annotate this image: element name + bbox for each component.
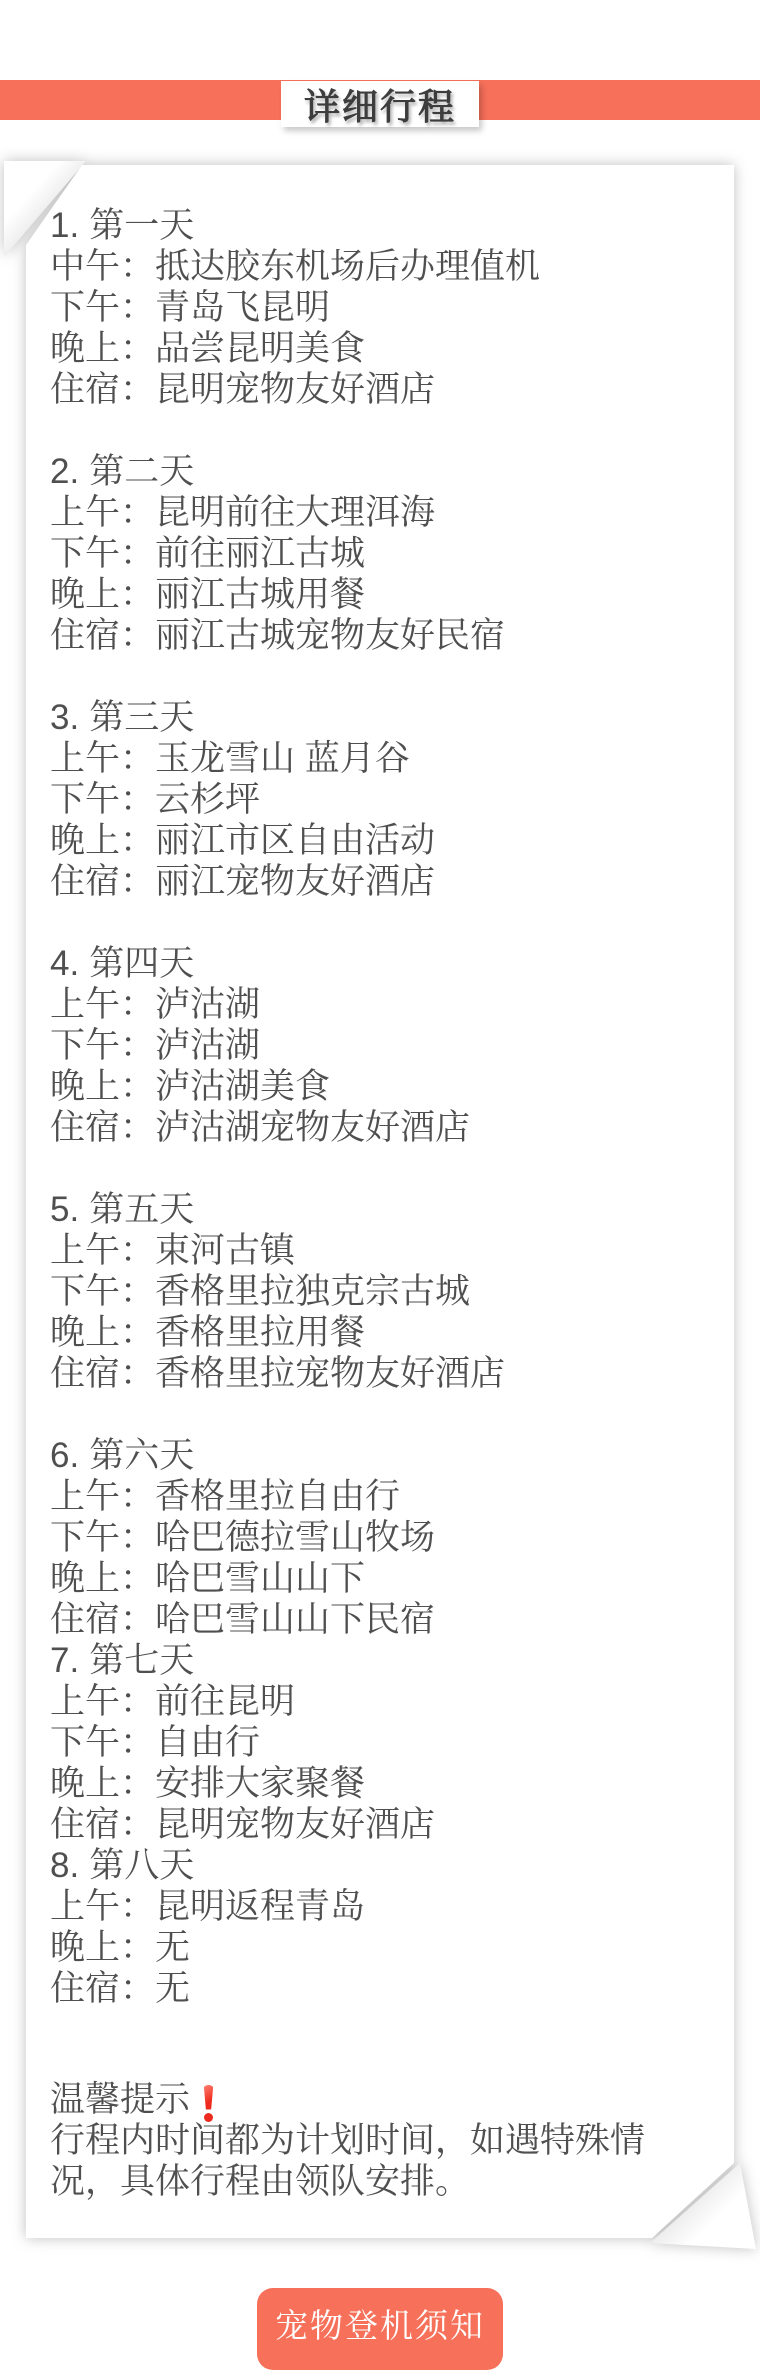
row-colon: ：: [120, 534, 156, 573]
row-label: 住宿: [50, 1108, 121, 1147]
row-value: 哈巴雪山山下民宿: [155, 1600, 436, 1639]
exclamation-bar: [203, 2085, 214, 2110]
row-value: 泸沽湖: [155, 985, 261, 1024]
row-colon: ：: [120, 780, 156, 819]
row-label: 上午: [50, 985, 121, 1024]
day-number: 2.: [50, 452, 80, 491]
day-row: [50, 1107, 710, 1148]
day-row: [50, 1927, 710, 1968]
day-title: 8. 第八天: [50, 1846, 195, 1885]
row-label: 晚上: [50, 821, 121, 860]
day-row: [50, 369, 710, 410]
row-colon: ：: [120, 1518, 156, 1557]
row-label: 晚上: [50, 1559, 121, 1598]
row-colon: ：: [120, 1928, 156, 1967]
row-label: 住宿: [50, 1600, 121, 1639]
day-number: 1.: [50, 206, 80, 245]
row-value: 香格里拉独克宗古城: [155, 1272, 471, 1311]
row-value: 丽江古城宠物友好民宿: [155, 616, 506, 655]
row-label: 下午: [50, 1026, 121, 1065]
red-exclamation-icon: [202, 2085, 215, 2123]
row-colon: ：: [120, 985, 156, 1024]
day-block: [50, 1640, 710, 1845]
row-label: 住宿: [50, 370, 121, 409]
day-row: [50, 1968, 710, 2009]
day-row: [50, 1025, 710, 1066]
day-row: [50, 1517, 710, 1558]
row-label: 上午: [50, 1887, 121, 1926]
row-colon: ：: [120, 1067, 156, 1106]
row-colon: ：: [120, 1313, 156, 1352]
day-row: [50, 1763, 710, 1804]
day-row: [50, 820, 710, 861]
day-row: [50, 574, 710, 615]
day-row: [50, 1476, 710, 1517]
row-value: 安排大家聚餐: [155, 1764, 366, 1803]
row-colon: ：: [120, 1272, 156, 1311]
row-colon: ：: [120, 1559, 156, 1598]
row-colon: ：: [120, 739, 156, 778]
day-row: [50, 1681, 710, 1722]
header-band: [0, 80, 760, 127]
page-title: 详细行程: [303, 85, 456, 127]
row-label: 住宿: [50, 616, 121, 655]
row-label: 晚上: [50, 329, 121, 368]
day-row: [50, 984, 710, 1025]
row-colon: ：: [120, 1887, 156, 1926]
row-label: 下午: [50, 1723, 121, 1762]
row-label: 下午: [50, 288, 121, 327]
row-colon: ：: [120, 1682, 156, 1721]
row-value: 束河古镇: [155, 1231, 296, 1270]
itinerary-content: [50, 205, 710, 2202]
day-block: [50, 697, 710, 902]
row-value: 抵达胶东机场后办理值机: [155, 247, 541, 286]
day-row: [50, 328, 710, 369]
row-colon: ：: [120, 247, 156, 286]
row-value: 昆明返程青岛: [155, 1887, 366, 1926]
exclamation-dot: [204, 2113, 213, 2122]
row-label: 晚上: [50, 1313, 121, 1352]
row-colon: ：: [120, 1026, 156, 1065]
row-value: 泸沽湖美食: [155, 1067, 331, 1106]
day-row: [50, 1066, 710, 1107]
day-number: 6.: [50, 1436, 80, 1475]
tips-title-row: [50, 2079, 710, 2120]
row-colon: ：: [120, 1108, 156, 1147]
row-label: 上午: [50, 1231, 121, 1270]
row-value: 自由行: [155, 1723, 261, 1762]
row-value: 丽江宠物友好酒店: [155, 862, 436, 901]
row-colon: ：: [120, 862, 156, 901]
row-value: 泸沽湖: [155, 1026, 261, 1065]
day-row: [50, 1353, 710, 1394]
row-value: 昆明前往大理洱海: [155, 493, 436, 532]
day-block: [50, 1189, 710, 1394]
row-label: 晚上: [50, 1067, 121, 1106]
tips-body: [50, 2120, 710, 2202]
day-block: [50, 451, 710, 656]
pet-boarding-notice-button[interactable]: 宠物登机须知: [257, 2288, 503, 2370]
day-row: [50, 1558, 710, 1599]
day-block: [50, 1435, 710, 1640]
day-row: [50, 533, 710, 574]
row-colon: ：: [120, 1231, 156, 1270]
row-colon: ：: [120, 493, 156, 532]
row-colon: ：: [120, 616, 156, 655]
row-value: 前往丽江古城: [155, 534, 366, 573]
row-label: 下午: [50, 534, 121, 573]
row-colon: ：: [120, 1764, 156, 1803]
row-colon: ：: [120, 329, 156, 368]
row-label: 上午: [50, 1682, 121, 1721]
row-colon: ：: [120, 288, 156, 327]
day-row: [50, 1312, 710, 1353]
row-value: 丽江古城用餐: [155, 575, 366, 614]
row-label: 下午: [50, 1518, 121, 1557]
day-block: [50, 943, 710, 1148]
day-number: 7.: [50, 1641, 80, 1680]
day-row: [50, 861, 710, 902]
day-row: [50, 1230, 710, 1271]
day-title: 5. 第五天: [50, 1190, 195, 1229]
day-title: 6. 第六天: [50, 1436, 195, 1475]
row-colon: ：: [120, 1723, 156, 1762]
row-label: 上午: [50, 493, 121, 532]
row-value: 香格里拉用餐: [155, 1313, 366, 1352]
day-row: [50, 287, 710, 328]
day-row: [50, 1271, 710, 1312]
day-row: [50, 1886, 710, 1927]
day-number: 8.: [50, 1846, 80, 1885]
day-list: [50, 205, 710, 2009]
row-value: 昆明宠物友好酒店: [155, 1805, 436, 1844]
row-value: 泸沽湖宠物友好酒店: [155, 1108, 471, 1147]
day-row: [50, 738, 710, 779]
row-colon: ：: [120, 370, 156, 409]
day-row: [50, 779, 710, 820]
row-value: 无: [155, 1969, 191, 2008]
page-title-box: [281, 81, 479, 127]
day-title: 4. 第四天: [50, 944, 195, 983]
tips-line: 况，具体行程由领队安排。: [50, 2162, 471, 2201]
row-label: 上午: [50, 739, 121, 778]
row-value: 昆明宠物友好酒店: [155, 370, 436, 409]
row-colon: ：: [120, 1354, 156, 1393]
tips-section: [50, 2079, 710, 2202]
tips-line: 行程内时间都为计划时间，如遇特殊情: [50, 2121, 646, 2160]
row-value: 青岛飞昆明: [155, 288, 331, 327]
row-value: 丽江市区自由活动: [155, 821, 436, 860]
row-value: 哈巴德拉雪山牧场: [155, 1518, 436, 1557]
day-title: 3. 第三天: [50, 698, 195, 737]
day-block: [50, 205, 710, 410]
day-number: 4.: [50, 944, 80, 983]
day-row: [50, 1804, 710, 1845]
row-value: 前往昆明: [155, 1682, 296, 1721]
row-value: 品尝昆明美食: [155, 329, 366, 368]
row-value: 哈巴雪山山下: [155, 1559, 366, 1598]
row-colon: ：: [120, 821, 156, 860]
day-row: [50, 492, 710, 533]
row-label: 上午: [50, 1477, 121, 1516]
row-value: 云杉坪: [155, 780, 261, 819]
row-label: 住宿: [50, 1805, 121, 1844]
row-colon: ：: [120, 1805, 156, 1844]
row-label: 住宿: [50, 1969, 121, 2008]
row-colon: ：: [120, 575, 156, 614]
day-row: [50, 1722, 710, 1763]
day-title: 1. 第一天: [50, 206, 195, 245]
day-row: [50, 1599, 710, 1640]
row-colon: ：: [120, 1477, 156, 1516]
day-title: 7. 第七天: [50, 1641, 195, 1680]
row-label: 中午: [50, 247, 121, 286]
row-label: 下午: [50, 780, 121, 819]
day-number: 5.: [50, 1190, 80, 1229]
row-value: 玉龙雪山 蓝月谷: [155, 739, 410, 778]
day-row: [50, 615, 710, 656]
row-label: 住宿: [50, 1354, 121, 1393]
tips-title: 温馨提示: [50, 2080, 191, 2119]
row-label: 晚上: [50, 1928, 121, 1967]
day-block: [50, 1845, 710, 2009]
row-label: 晚上: [50, 1764, 121, 1803]
row-value: 香格里拉自由行: [155, 1477, 401, 1516]
row-label: 晚上: [50, 575, 121, 614]
row-colon: ：: [120, 1600, 156, 1639]
row-value: 无: [155, 1928, 191, 1967]
row-label: 下午: [50, 1272, 121, 1311]
row-colon: ：: [120, 1969, 156, 2008]
row-value: 香格里拉宠物友好酒店: [155, 1354, 506, 1393]
day-row: [50, 246, 710, 287]
row-label: 住宿: [50, 862, 121, 901]
itinerary-card-shadow: [26, 165, 734, 2238]
day-number: 3.: [50, 698, 80, 737]
day-title: 2. 第二天: [50, 452, 195, 491]
